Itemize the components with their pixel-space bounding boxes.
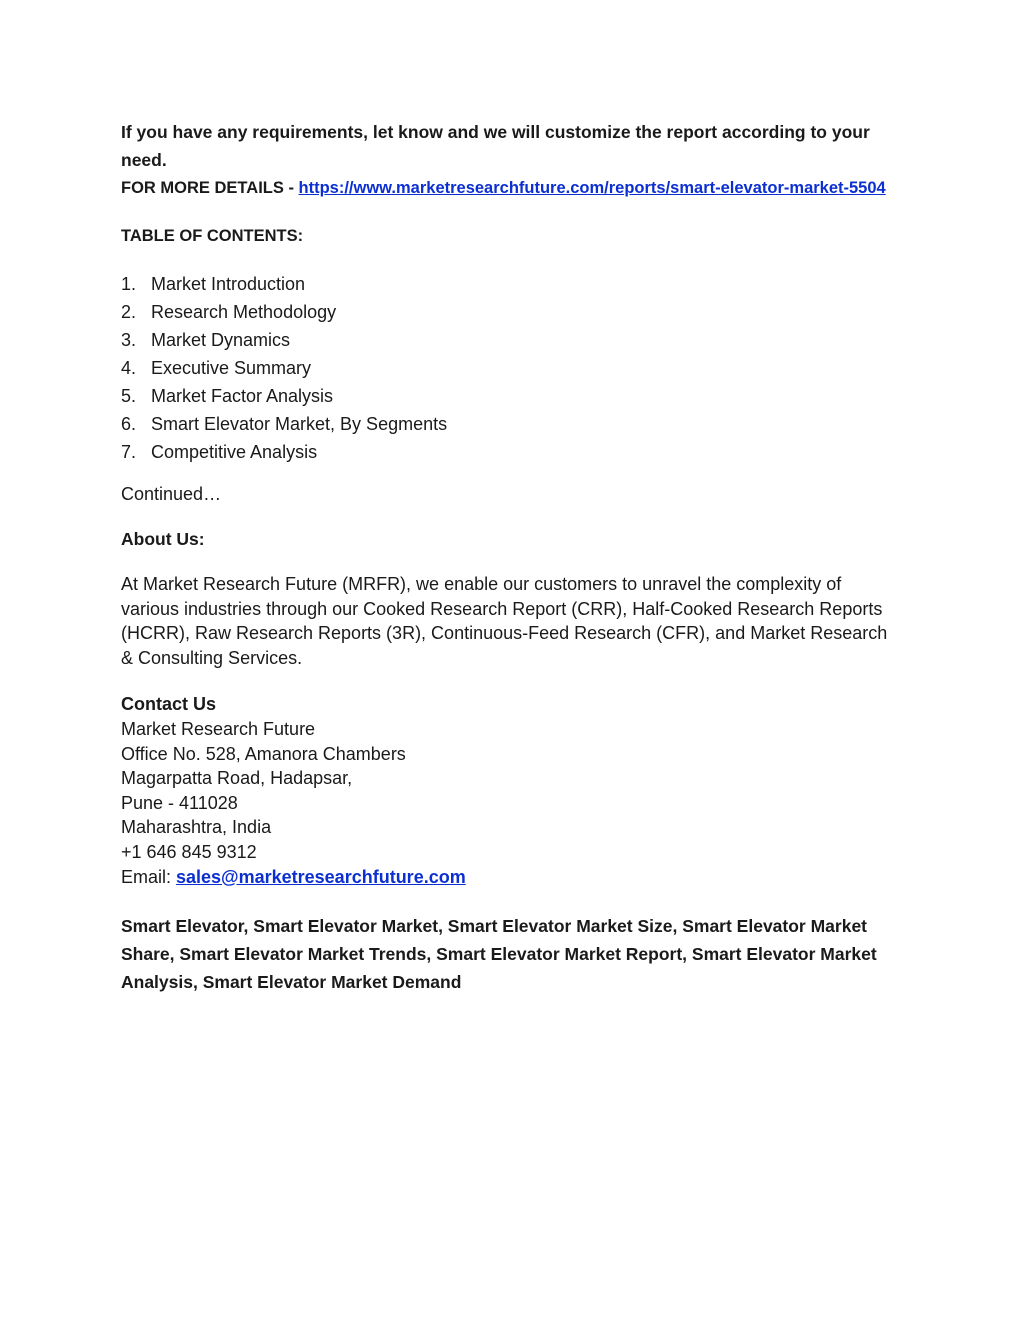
more-details-label: FOR MORE DETAILS -	[121, 179, 299, 197]
toc-item	[121, 410, 901, 438]
contact-city: Pune - 411028	[121, 792, 238, 813]
more-details-line	[121, 174, 901, 202]
toc-item	[121, 438, 901, 466]
toc-item-number: 7.	[121, 442, 137, 462]
toc-item-label: Market Introduction	[151, 274, 306, 294]
email-label: Email:	[121, 866, 177, 887]
toc-item-label: Market Dynamics	[151, 330, 291, 350]
toc-item-number: 2.	[121, 302, 137, 322]
contact-company: Market Research Future	[121, 718, 316, 739]
email-link[interactable]: sales@marketresearchfuture.com	[176, 866, 466, 887]
keywords-text: Smart Elevator, Smart Elevator Market, Smart Elevator Market Size, Smart Elevator Market Share, Smart Elevator Market Trends, Smart Elevator Market Report, Smart Elevator Market Analysis, Smart Elevator Market Demand	[121, 916, 877, 993]
toc-item-label: Executive Summary	[151, 358, 312, 378]
toc-item-number: 1.	[121, 274, 137, 294]
toc-item	[121, 354, 901, 382]
toc-item-number: 6.	[121, 414, 137, 434]
toc-item-label: Smart Elevator Market, By Segments	[151, 414, 448, 434]
about-title: About Us:	[121, 529, 205, 549]
toc-continued: Continued…	[121, 484, 222, 504]
about-text: At Market Research Future (MRFR), we enable our customers to unravel the complexity of various industries through our Cooked Research Report (CRR), Half-Cooked Research Reports (HCRR), Raw Research Reports (3R), Continuous-Feed Research (CFR), and Market Research & Consulting Services.	[121, 574, 888, 668]
report-link[interactable]: https://www.marketresearchfuture.com/reports/smart-elevator-market-5504	[298, 179, 886, 197]
toc-item-number: 4.	[121, 358, 137, 378]
contact-block	[121, 692, 901, 889]
intro-text: If you have any requirements, let know and we will customize the report according to your need.	[121, 122, 870, 170]
toc-item-label: Competitive Analysis	[151, 442, 318, 462]
contact-title: Contact Us	[121, 694, 217, 715]
contact-office: Office No. 528, Amanora Chambers	[121, 743, 406, 764]
contact-state: Maharashtra, India	[121, 817, 272, 838]
toc-item	[121, 326, 901, 354]
toc-list	[121, 270, 901, 466]
toc-item-label: Market Factor Analysis	[151, 386, 334, 406]
toc-item-label: Research Methodology	[151, 302, 337, 322]
document-page	[121, 118, 901, 996]
contact-road: Magarpatta Road, Hadapsar,	[121, 768, 353, 789]
contact-phone: +1 646 845 9312	[121, 841, 257, 862]
toc-item	[121, 382, 901, 410]
toc-title: TABLE OF CONTENTS:	[121, 227, 304, 245]
contact-email-line	[121, 865, 901, 890]
toc-item-number: 5.	[121, 386, 137, 406]
toc-item-number: 3.	[121, 330, 137, 350]
toc-item	[121, 298, 901, 326]
toc-item	[121, 270, 901, 298]
